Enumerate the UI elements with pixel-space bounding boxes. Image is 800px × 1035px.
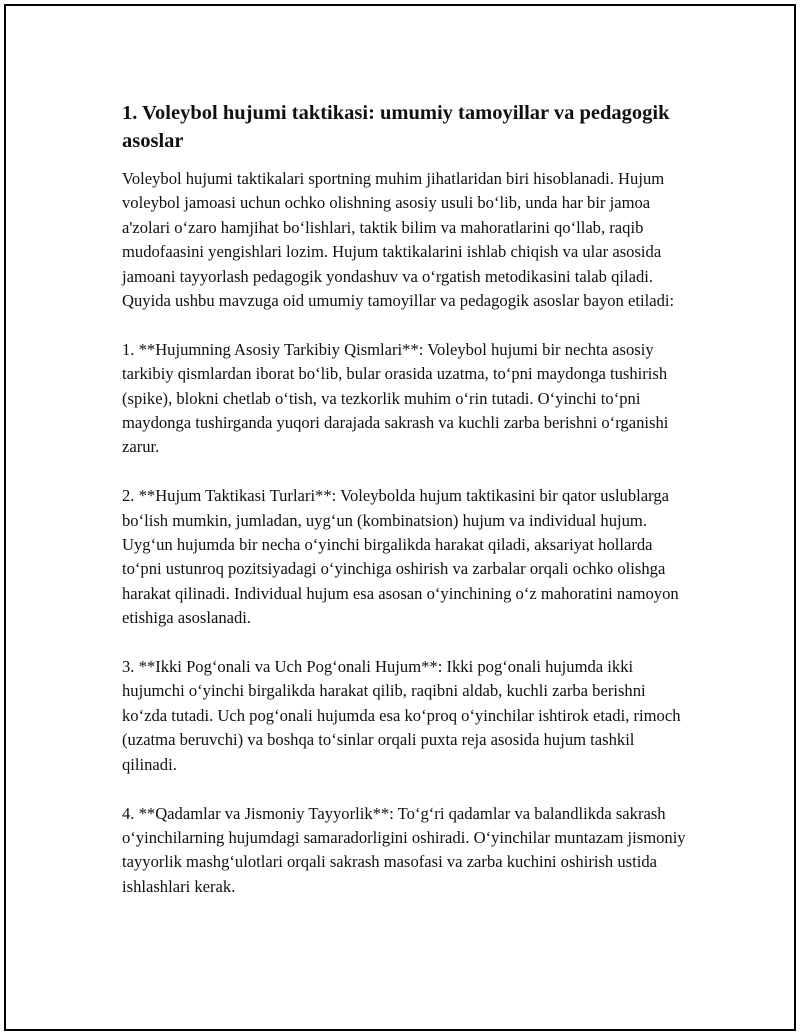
section-title: 1. Voleybol hujumi taktikasi: umumiy tamoyillar va pedagogik asoslar xyxy=(122,102,670,152)
intro-paragraph: Voleybol hujumi taktikalari sportning muhim jihatlaridan biri hisoblanadi. Hujum voleybol jamoasi uchun ochko olishning asosiy usuli bo‘lib, unda har bir jamoa a'zolari o‘zaro hamjihat bo‘lishlari, taktik bilim va mahoratlarini qo‘llab, raqib mudofaasini yengishlari lozim. Hujum taktikalarini ishlab chiqish va ular asosida jamoani tayyorlash pedagogik yondashuv va o‘rgatish metodikasini talab qiladi. Quyida ushbu mavzuga oid umumiy tamoyillar va pedagogik asoslar bayon etiladi: xyxy=(122,169,675,311)
paragraph-steps-physical-preparation: 4. **Qadamlar va Jismoniy Tayyorlik**: To‘g‘ri qadamlar va balandlikda sakrash o‘yinchilarning hujumdagi samaradorligini oshiradi. O‘yinchilar muntazam jismoniy tayyorlik mashg‘ulotlari orqali sakrash masofasi va zarba kuchini oshirish ustida ishlashlari kerak. xyxy=(122,803,686,896)
page-frame xyxy=(4,4,796,1031)
paragraph-attack-components: 1. **Hujumning Asosiy Tarkibiy Qismlari**: Voleybol hujumi bir nechta asosiy tarkibiy qismlardan iborat bo‘lib, bular orasida uzatma, to‘pni maydonga tushirish (spike), blokni chetlab o‘tish, va tezkorlik muhim o‘rin tutadi. O‘yinchi to‘pni maydonga tushirganda yuqori darajada sakrash va kuchli zarba berishni o‘rganishi zarur. xyxy=(122,339,669,457)
paragraph-attack-tactic-types: 2. **Hujum Taktikasi Turlari**: Voleybolda hujum taktikasini bir qator uslublarga bo‘lish mumkin, jumladan, uyg‘un (kombinatsion) hujum va individual hujum. Uyg‘un hujumda bir necha o‘yinchi birgalikda harakat qiladi, aksariyat hollarda to‘pni ustunroq pozitsiyadagi o‘yinchiga oshirish va zarbalar orqali ochko olishga harakat qilinadi. Individual hujum esa asosan o‘yinchining o‘z mahoratini namoyon etishiga asoslanadi. xyxy=(122,486,679,628)
paragraph-two-three-tier-attack: 3. **Ikki Pog‘onali va Uch Pog‘onali Hujum**: Ikki pog‘onali hujumda ikki hujumchi o‘yinchi birgalikda harakat qilib, raqibni aldab, kuchli zarba berishni ko‘zda tutadi. Uch pog‘onali hujumda esa ko‘proq o‘yinchilar ishtirok etadi, rimoch (uzatma beruvchi) va boshqa to‘sinlar orqali puxta reja asosida hujum tashkil qilinadi. xyxy=(122,657,681,774)
document-body xyxy=(122,99,692,899)
